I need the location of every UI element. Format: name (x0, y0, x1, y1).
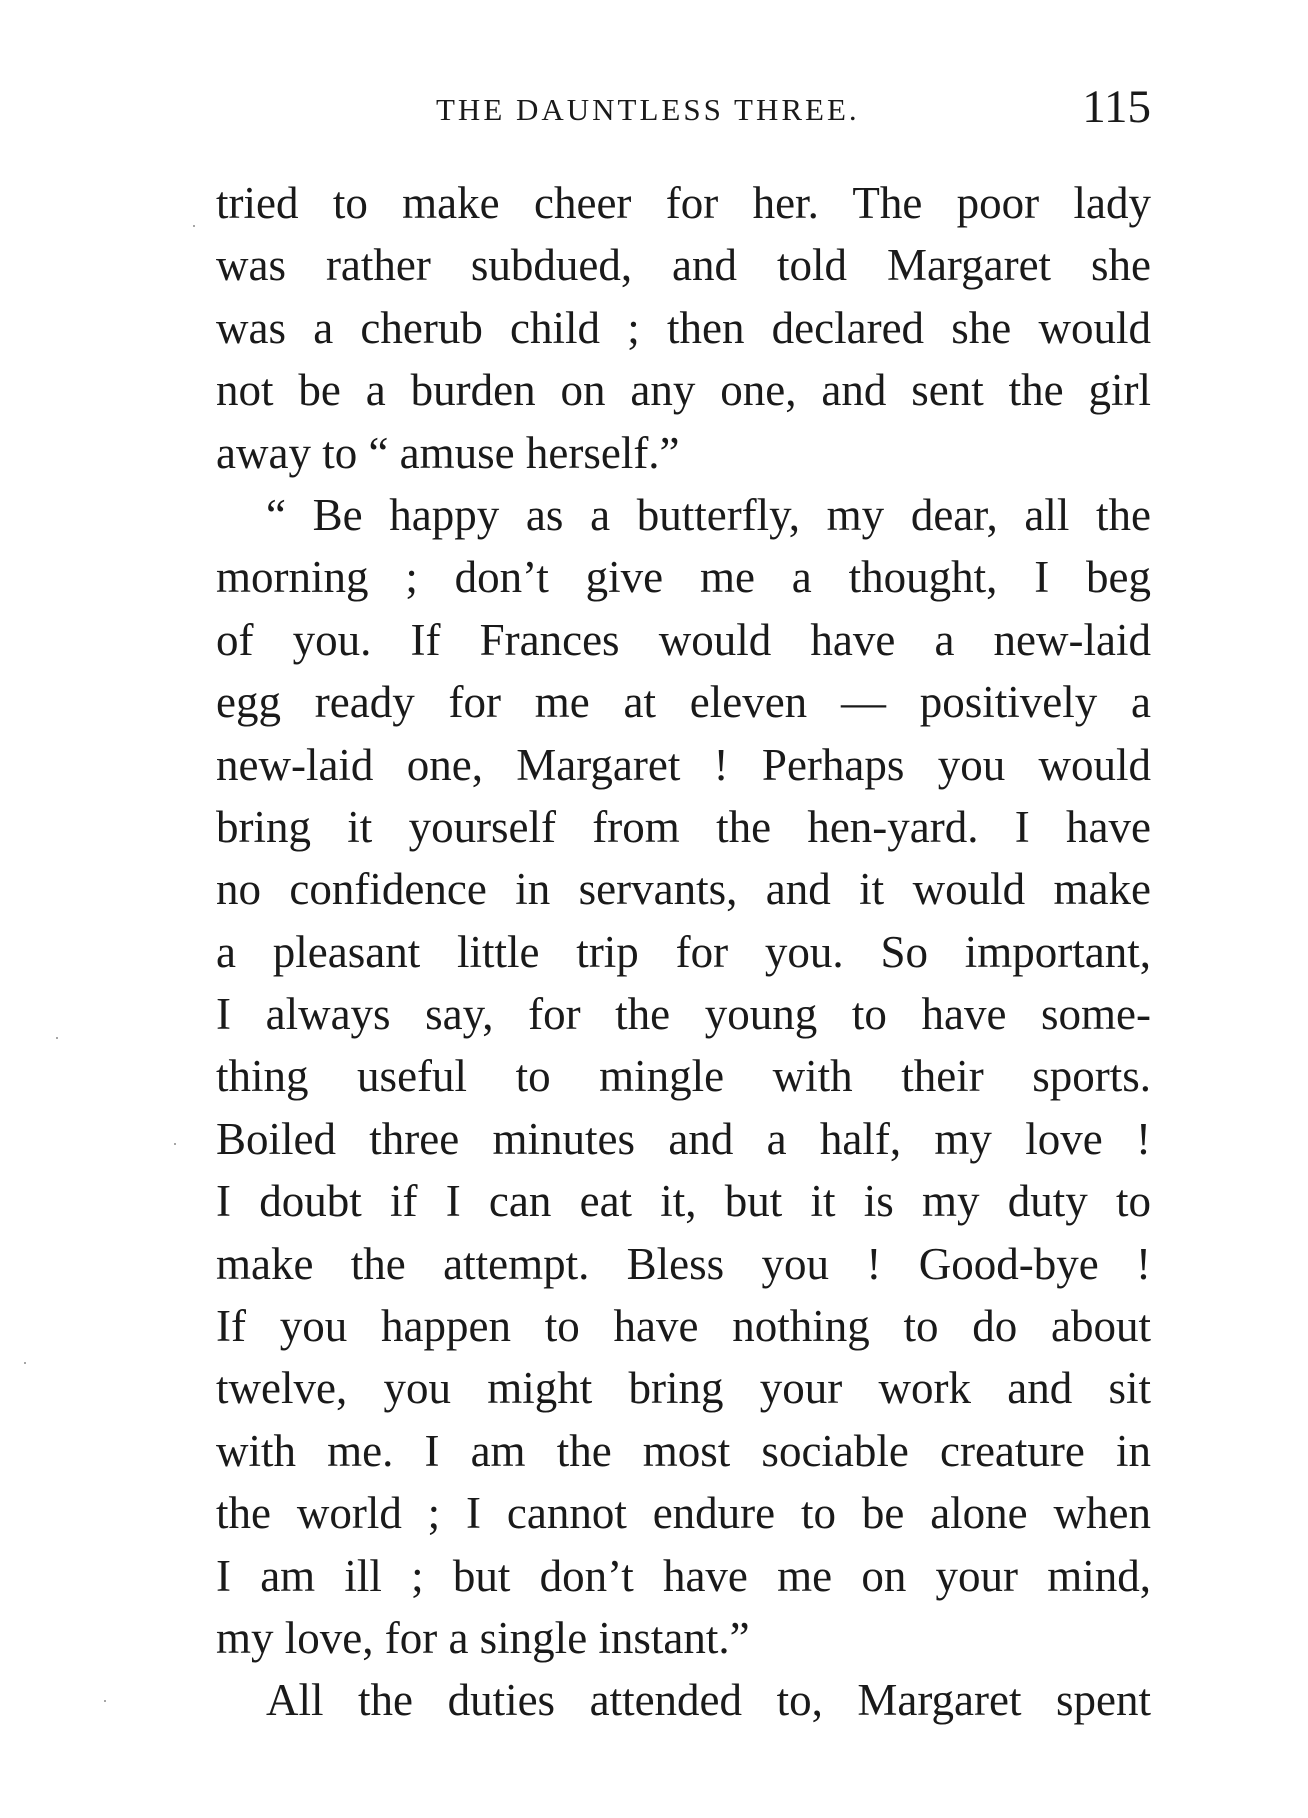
print-speck (104, 1700, 106, 1702)
text-line: the world ; I cannot endure to be alone when (216, 1488, 1151, 1539)
print-speck (174, 1143, 176, 1145)
running-head (216, 80, 1151, 140)
text-line: away to “ amuse herself.” (216, 427, 680, 478)
body-text (216, 172, 1151, 1732)
text-line: not be a burden on any one, and sent the girl (216, 365, 1151, 416)
text-line: I am ill ; but don’t have me on your mind, (216, 1550, 1151, 1601)
text-line: tried to make cheer for her. The poor lady (216, 178, 1151, 228)
text-line: with me. I am the most sociable creature in (216, 1425, 1151, 1476)
text-line: make the attempt. Bless you ! Good-bye ! (216, 1238, 1151, 1289)
text-line: my love, for a single instant.” (216, 1612, 750, 1663)
text-line: If you happen to have nothing to do about (216, 1301, 1151, 1352)
text-line: Boiled three minutes and a half, my love ! (216, 1113, 1151, 1164)
page-number: 115 (1082, 81, 1151, 133)
print-speck (193, 225, 195, 227)
paragraph-start-line: “ Be happy as a butterfly, my dear, all the (266, 489, 1151, 540)
print-speck (56, 1037, 58, 1039)
text-line: was a cherub child ; then declared she would (216, 302, 1151, 353)
text-line: new-laid one, Margaret ! Perhaps you would (216, 739, 1151, 790)
text-line: of you. If Frances would have a new-laid (216, 614, 1151, 665)
text-line: a pleasant little trip for you. So important, (216, 926, 1151, 977)
print-speck (24, 1362, 26, 1364)
paragraph-start-line: All the duties attended to, Margaret spent (266, 1675, 1151, 1726)
text-line: egg ready for me at eleven — positively a (216, 677, 1151, 728)
text-line: thing useful to mingle with their sports. (216, 1051, 1151, 1102)
text-line: no confidence in servants, and it would make (216, 864, 1151, 915)
text-line: I doubt if I can eat it, but it is my duty to (216, 1176, 1151, 1227)
text-line: bring it yourself from the hen-yard. I have (216, 801, 1151, 852)
text-line: twelve, you might bring your work and sit (216, 1363, 1151, 1414)
running-title: THE DAUNTLESS THREE. (436, 92, 860, 127)
text-line: morning ; don’t give me a thought, I beg (216, 552, 1151, 603)
text-line: was rather subdued, and told Margaret she (216, 240, 1151, 291)
text-line: I always say, for the young to have some- (216, 989, 1151, 1040)
